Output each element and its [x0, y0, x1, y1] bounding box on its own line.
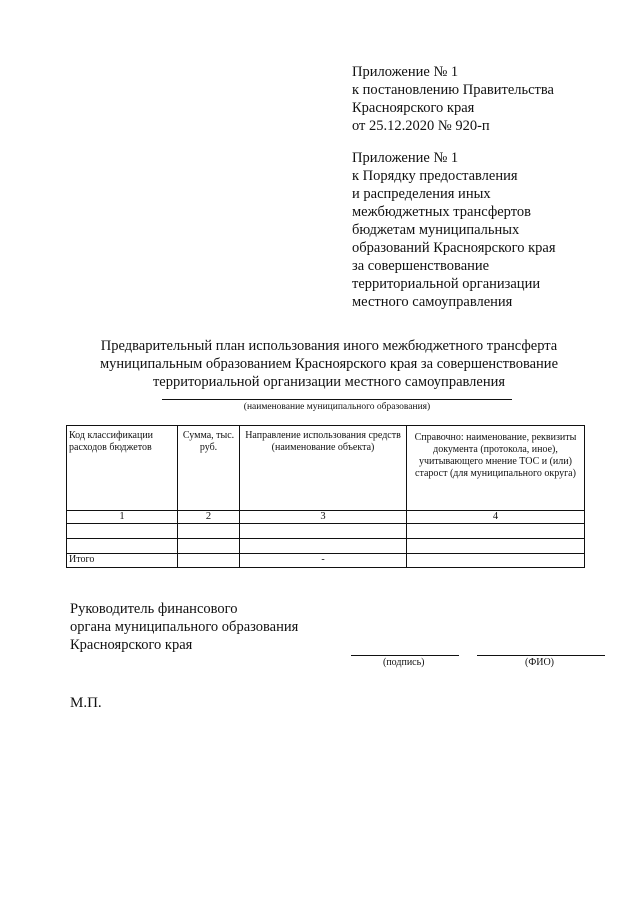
number-cell: 4	[407, 511, 585, 524]
appendix-2-line: за совершенствование	[352, 258, 490, 274]
municipality-name-line	[162, 399, 512, 400]
appendix-1-block	[352, 63, 554, 135]
header-cell-reference: Справочно: наименование, реквизиты документа (протокола, иное), учитывающего мнение ТОС и (или) старост (для муниципального округа)	[407, 426, 585, 511]
header-cell-direction: Направление использования средств (наименование объекта)	[240, 426, 407, 511]
signer-block	[70, 600, 298, 654]
number-cell: 2	[178, 511, 240, 524]
total-sum-cell[interactable]	[178, 554, 240, 568]
title-line: территориальной организации местного самоуправления	[152, 374, 506, 390]
header-cell-sum: Сумма, тыс. руб.	[178, 426, 240, 511]
table-cell[interactable]	[178, 539, 240, 554]
table-cell[interactable]	[407, 524, 585, 539]
total-direction-cell: -	[240, 554, 407, 568]
table-cell[interactable]	[240, 539, 407, 554]
number-cell: 3	[240, 511, 407, 524]
signature-line	[351, 655, 459, 656]
plan-table	[66, 425, 585, 568]
appendix-1-line: Красноярского края	[352, 100, 475, 116]
header-cell-code: Код классификации расходов бюджетов	[67, 426, 178, 511]
appendix-2-line: и распределения иных	[352, 186, 491, 202]
signer-line: органа муниципального образования	[70, 619, 299, 635]
appendix-2-line: Приложение № 1	[352, 150, 459, 166]
signer-line: Руководитель финансового	[70, 601, 238, 617]
number-cell: 1	[67, 511, 178, 524]
table-number-row	[67, 511, 585, 524]
table-row	[67, 524, 585, 539]
table-cell[interactable]	[67, 539, 178, 554]
table-cell[interactable]	[407, 539, 585, 554]
full-name-line	[477, 655, 605, 656]
table-total-row	[67, 554, 585, 568]
appendix-2-line: территориальной организации	[352, 276, 541, 292]
total-reference-cell[interactable]	[407, 554, 585, 568]
appendix-1-line: к постановлению Правительства	[352, 82, 554, 98]
appendix-2-line: межбюджетных трансфертов	[352, 204, 531, 220]
appendix-1-line: Приложение № 1	[352, 64, 459, 80]
appendix-1-line: от 25.12.2020 № 920-п	[352, 118, 490, 134]
appendix-2-line: местного самоуправления	[352, 294, 513, 310]
municipality-caption: (наименование муниципального образования)	[243, 402, 431, 412]
table-row	[67, 539, 585, 554]
table-cell[interactable]	[67, 524, 178, 539]
appendix-2-line: бюджетам муниципальных	[352, 222, 520, 238]
appendix-2-block	[352, 149, 556, 311]
appendix-2-line: к Порядку предоставления	[352, 168, 518, 184]
title-line: муниципальным образованием Красноярского края за совершенствование	[99, 356, 559, 372]
table-cell[interactable]	[240, 524, 407, 539]
signer-line: Красноярского края	[70, 637, 193, 653]
full-name-caption: (ФИО)	[525, 657, 555, 668]
title-line: Предварительный план использования иного межбюджетного трансферта	[100, 338, 558, 354]
appendix-2-line: образований Красноярского края	[352, 240, 556, 256]
stamp-place: М.П.	[70, 695, 102, 711]
document-title	[66, 337, 592, 391]
signature-caption: (подпись)	[383, 657, 425, 668]
total-label: Итого	[67, 554, 178, 568]
table-header-row	[67, 426, 585, 511]
table-cell[interactable]	[178, 524, 240, 539]
